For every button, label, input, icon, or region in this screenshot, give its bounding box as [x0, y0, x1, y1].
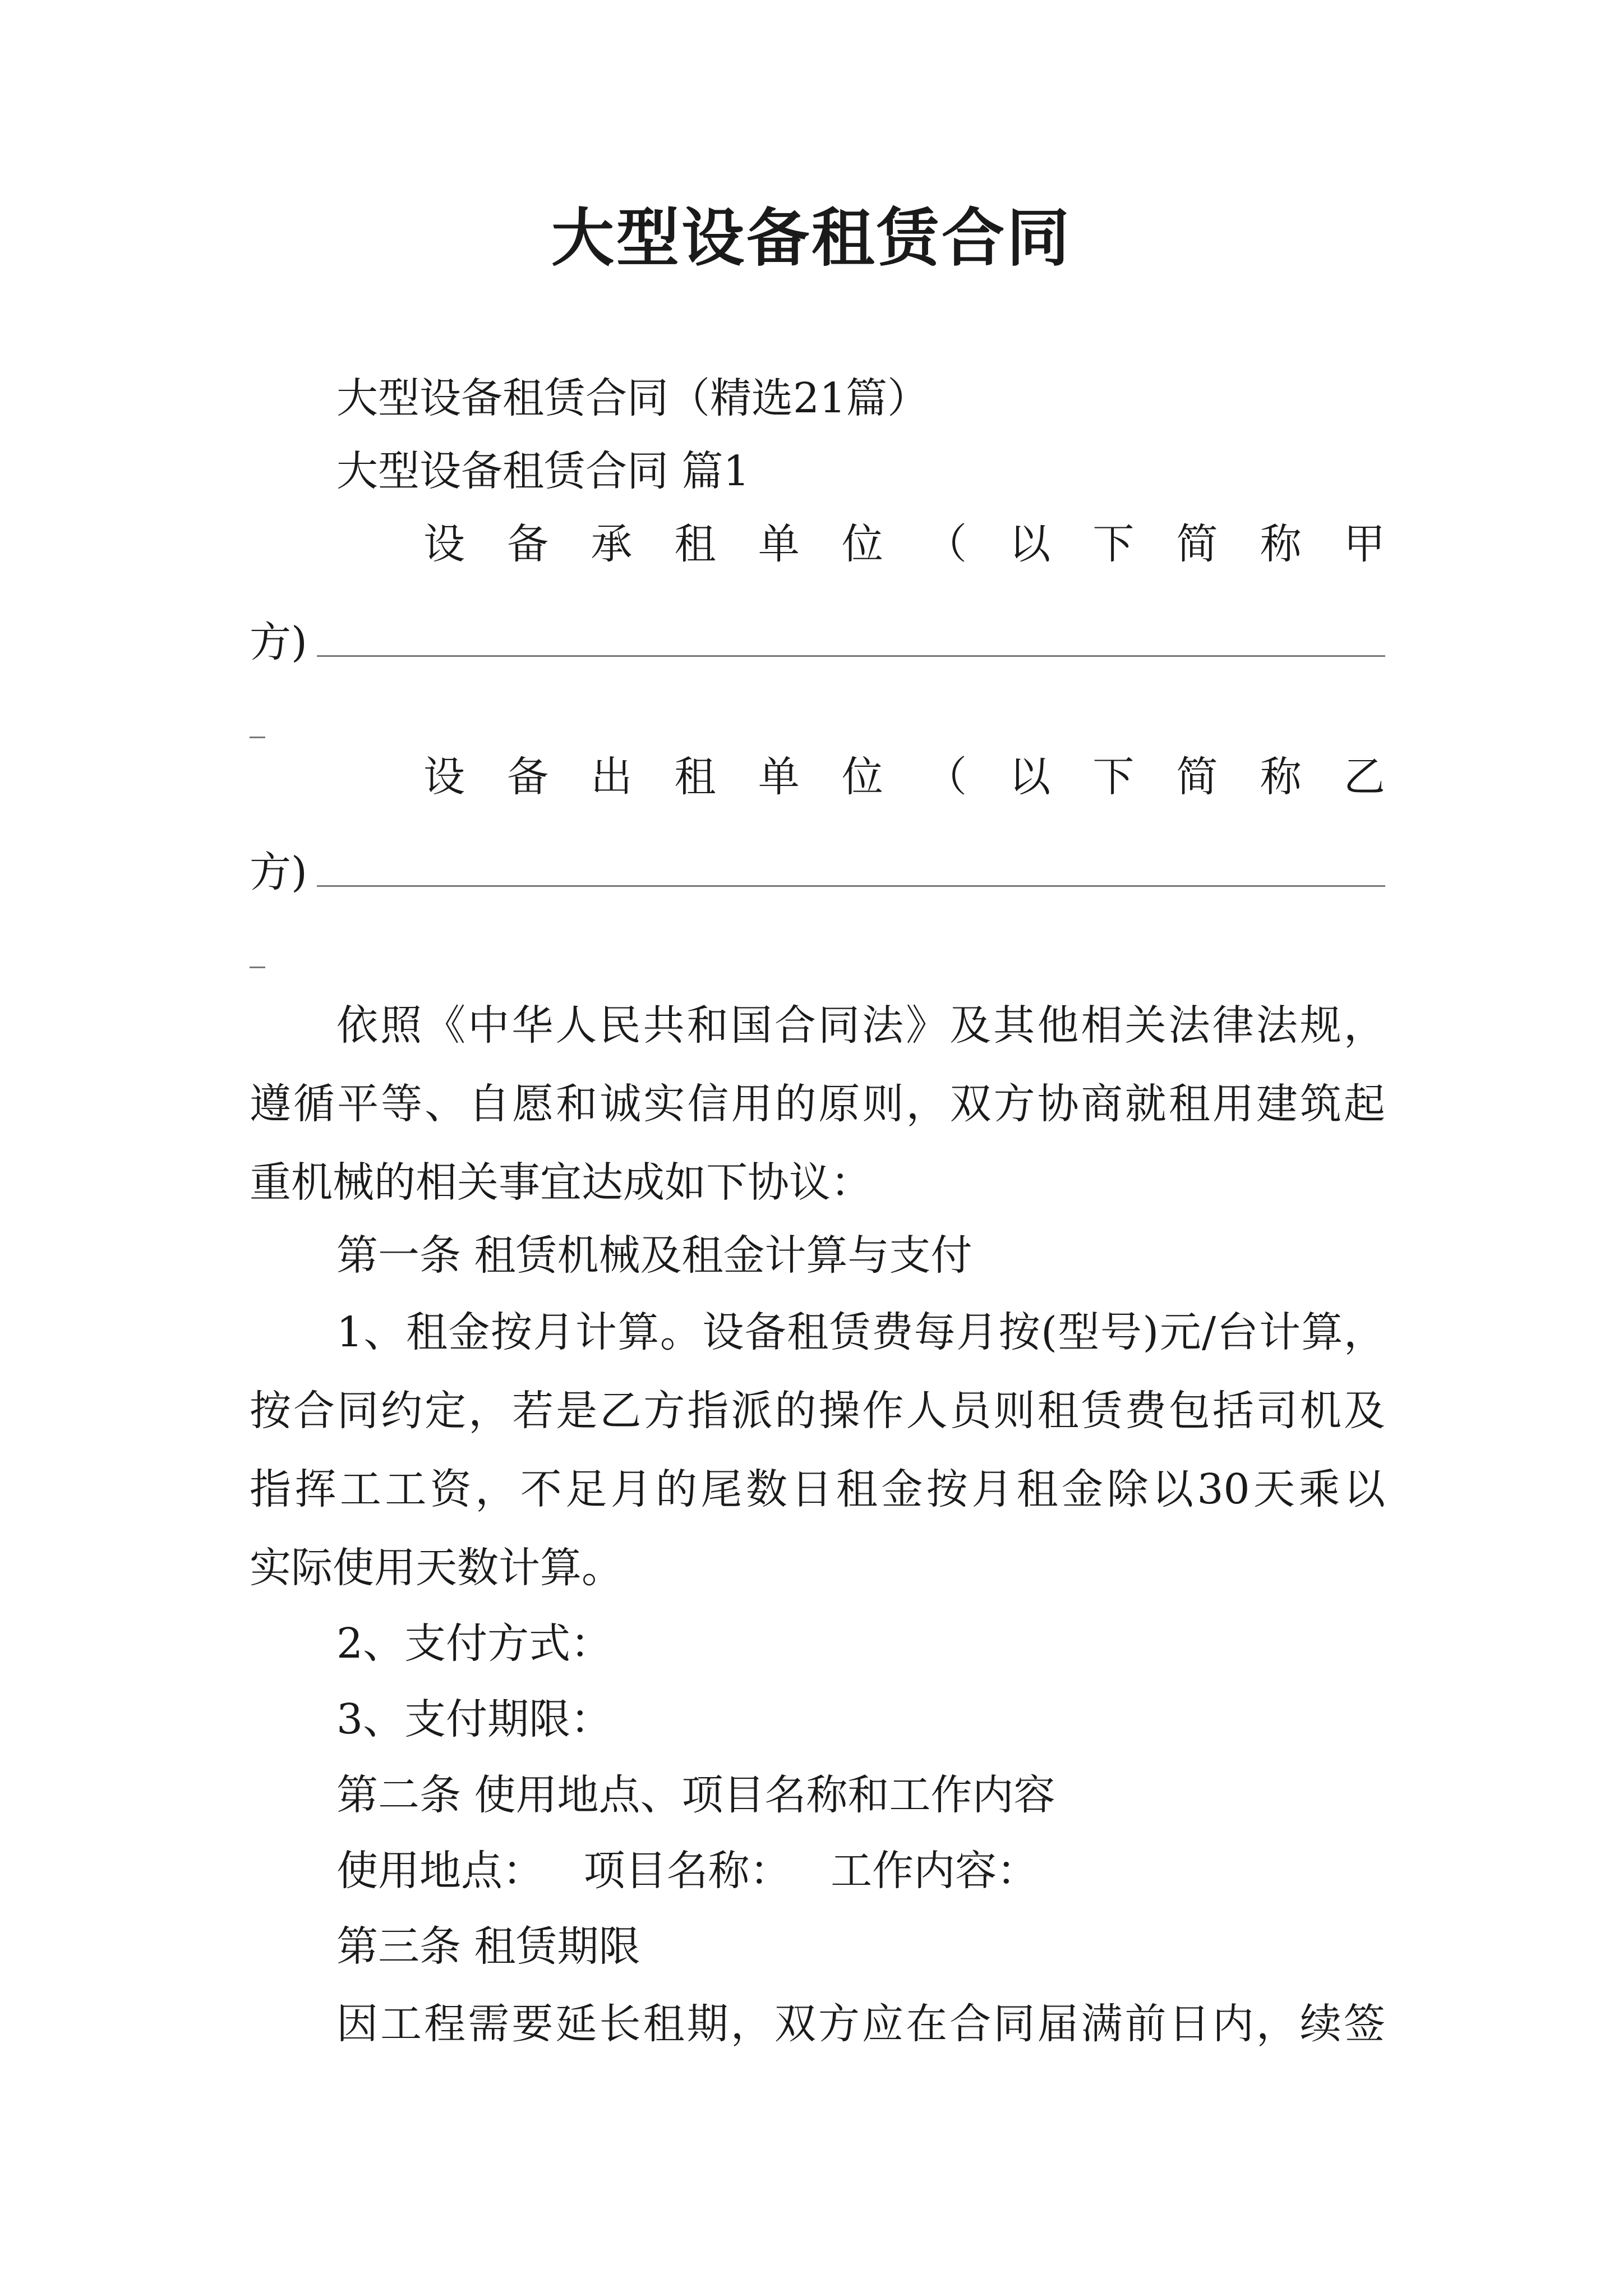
article2-heading: 第二条 使用地点、项目名称和工作内容 — [336, 1771, 1055, 1819]
article1-item1-line-4: 实际使用天数计算。 — [250, 1544, 623, 1592]
lessee-blank-line — [317, 655, 1385, 657]
lessor-char: 简 — [1176, 753, 1218, 801]
document-title: 大型设备租赁合同 — [551, 201, 1072, 275]
article1-item2: 2、支付方式： — [336, 1619, 612, 1668]
lessor-char: 设 — [423, 753, 465, 801]
lessee-char: 位 — [841, 520, 883, 568]
lessor-tail: 方) — [250, 848, 307, 896]
lessee-char: 下 — [1092, 520, 1135, 568]
lessor-char: 下 — [1092, 753, 1135, 801]
article1-item3: 3、支付期限： — [336, 1695, 612, 1743]
lessee-char: 租 — [674, 520, 716, 568]
lessor-char: 乙 — [1343, 753, 1385, 801]
lessor-char: 称 — [1260, 753, 1302, 801]
article3-heading: 第三条 租赁期限 — [336, 1922, 640, 1971]
article2-fields: 使用地点： 项目名称： 工作内容： — [336, 1847, 1039, 1895]
lessor-blank-dash — [250, 967, 265, 968]
lessee-char: 甲 — [1343, 520, 1385, 568]
article1-item1-line-3: 指挥工工资，不足月的尾数日租金按月租金除以30天乘以 — [250, 1465, 1385, 1513]
article1-item1-line-2: 按合同约定，若是乙方指派的操作人员则租赁费包括司机及 — [250, 1387, 1385, 1435]
lessee-blank-dash — [250, 737, 265, 738]
lessee-char: 以 — [1009, 520, 1051, 568]
lessor-blank-line — [317, 885, 1385, 887]
lessee-char: 简 — [1176, 520, 1218, 568]
lessor-char: 以 — [1009, 753, 1051, 801]
lessor-label-line — [423, 749, 1385, 805]
article1-item1-line-1: 1、租金按月计算。设备租赁费每月按(型号)元/台计算， — [336, 1308, 1385, 1356]
lessee-label-line — [423, 516, 1385, 572]
lessor-char: 单 — [758, 753, 800, 801]
intro-line-3: 重机械的相关事宜达成如下协议： — [250, 1158, 872, 1207]
lessor-char: （ — [925, 753, 967, 801]
intro-line-2: 遵循平等、自愿和诚实信用的原则，双方协商就租用建筑起 — [250, 1080, 1385, 1128]
section-heading: 大型设备租赁合同 篇1 — [336, 447, 750, 495]
lessee-char: （ — [925, 520, 967, 568]
lessee-char: 承 — [591, 520, 633, 568]
lessor-char: 备 — [507, 753, 549, 801]
lessee-char: 称 — [1260, 520, 1302, 568]
lessor-char: 出 — [591, 753, 633, 801]
lessee-char: 单 — [758, 520, 800, 568]
lessee-tail: 方) — [250, 618, 307, 666]
document-subtitle: 大型设备租赁合同（精选21篇） — [336, 374, 929, 422]
lessee-char: 备 — [507, 520, 549, 568]
lessee-char: 设 — [423, 520, 465, 568]
intro-line-1: 依照《中华人民共和国合同法》及其他相关法律法规， — [336, 1001, 1385, 1050]
article3-text: 因工程需要延长租期，双方应在合同届满前日内，续签 — [336, 2000, 1385, 2048]
article1-heading: 第一条 租赁机械及租金计算与支付 — [336, 1231, 972, 1280]
lessor-char: 位 — [841, 753, 883, 801]
lessor-char: 租 — [674, 753, 716, 801]
